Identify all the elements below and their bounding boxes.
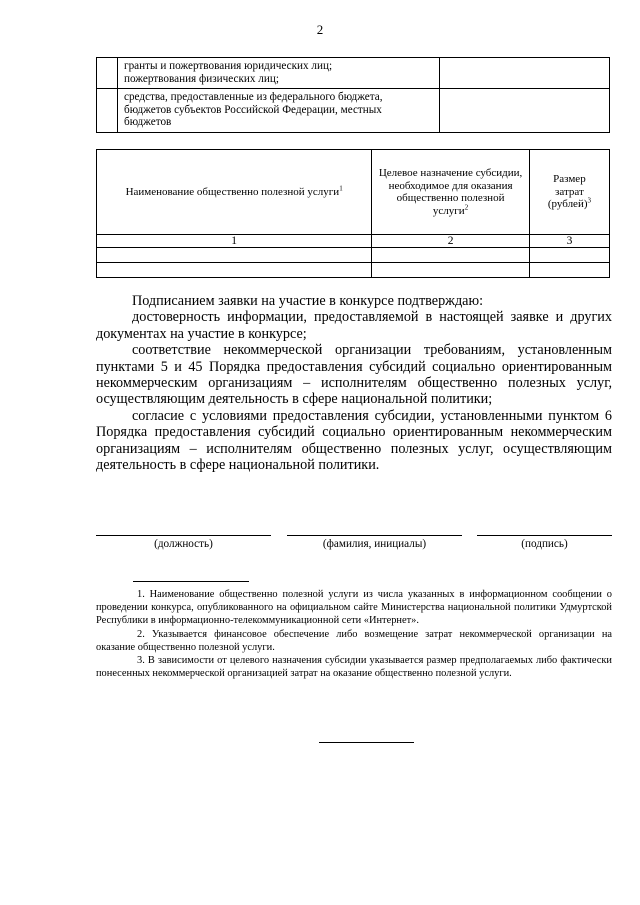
table-cell	[97, 248, 372, 263]
table-header-row	[97, 150, 610, 235]
column-number: 2	[372, 235, 530, 248]
position-label: (должность)	[154, 538, 213, 550]
name-label: (фамилия, инициалы)	[322, 538, 427, 550]
funding-source-line: бюджетов	[124, 116, 172, 129]
services-table	[96, 149, 610, 278]
footnote: 3. В зависимости от целевого назначения субсидии указывается размер предполагаемых либо фактически понесенных некоммерческой организацией затрат на оказание общественно полезной услуги.	[96, 655, 612, 680]
table-cell	[97, 58, 118, 89]
footnote-ref: 2	[464, 202, 469, 211]
table-cell	[529, 248, 609, 263]
funding-amount-cell	[440, 58, 610, 89]
cost-header	[529, 150, 609, 235]
footnote: 1. Наименование общественно полезной услуги из числа указанных в информационном сообщении о проведении конкурса, опубликованного на официальном сайте Министерства национальной политики Удмуртской Республики в информационно-телекоммуникационной сети «Интернет».	[96, 589, 612, 627]
table-cell	[372, 248, 530, 263]
signature-line	[477, 535, 612, 536]
funding-source-cell	[118, 89, 440, 133]
paragraph: Подписанием заявки на участие в конкурсе подтверждаю:	[132, 293, 484, 309]
funding-source-line: бюджетов субъектов Российской Федерации, местных	[124, 103, 382, 116]
paragraph: согласие с условиями предоставления субсидии, установленными пунктом 6 Порядка предоставления субсидий социально ориентированным некоммерческим организациям – исполнителям общественно полезных услуг, осуществляющим деятельность в сфере национальной политики.	[96, 407, 612, 474]
funding-source-line: пожертвования физических лиц;	[124, 72, 279, 85]
service-name-header	[97, 150, 372, 235]
funding-source-line: гранты и пожертвования юридических лиц;	[124, 60, 333, 72]
funding-sources-table	[96, 57, 610, 133]
paragraph: достоверность информации, предоставляемой в настоящей заявке и других документах на участие в конкурсе;	[96, 309, 612, 342]
service-name-header-text: Наименование общественно полезной услуги	[125, 185, 340, 198]
column-number: 3	[529, 235, 609, 248]
table-row	[97, 263, 610, 278]
footnotes	[96, 588, 612, 680]
table-row	[97, 89, 610, 133]
cost-header-text: Размер затрат (рублей)	[547, 173, 588, 211]
paragraph: соответствие некоммерческой организации требованиям, установленным пунктами 5 и 45 Порядка предоставления субсидий социально ориентированным некоммерческим организациям – исполнителям общественно полезных услуг, осуществляющим деятельность в сфере национальной политики;	[96, 342, 612, 408]
table-cell	[529, 263, 609, 278]
footnote-ref: 1	[339, 184, 343, 193]
subsidy-purpose-header	[372, 150, 530, 235]
page-number: 2	[316, 22, 324, 37]
column-number: 1	[97, 235, 372, 248]
subsidy-purpose-header-text: Целевое назначение субсидии, необходимое для оказания общественно полезной услуги	[378, 167, 523, 217]
table-cell	[372, 263, 530, 278]
end-line	[319, 742, 414, 743]
table-cell	[97, 263, 372, 278]
signature-label: (подпись)	[521, 538, 568, 550]
table-row	[97, 58, 610, 89]
column-number-row	[97, 235, 610, 248]
table-cell	[97, 89, 118, 133]
position-line	[96, 535, 271, 536]
confirmation-text	[96, 293, 612, 473]
footnote-separator	[133, 581, 249, 582]
table-row	[97, 248, 610, 263]
name-line	[287, 535, 462, 536]
funding-source-cell	[118, 58, 440, 89]
funding-source-line: средства, предоставленные из федерального бюджета,	[124, 91, 383, 104]
footnote-ref: 3	[587, 196, 591, 205]
funding-amount-cell	[440, 89, 610, 133]
footnote: 2. Указывается финансовое обеспечение либо возмещение затрат некоммерческой организации на оказание общественно полезной услуги.	[96, 628, 612, 653]
